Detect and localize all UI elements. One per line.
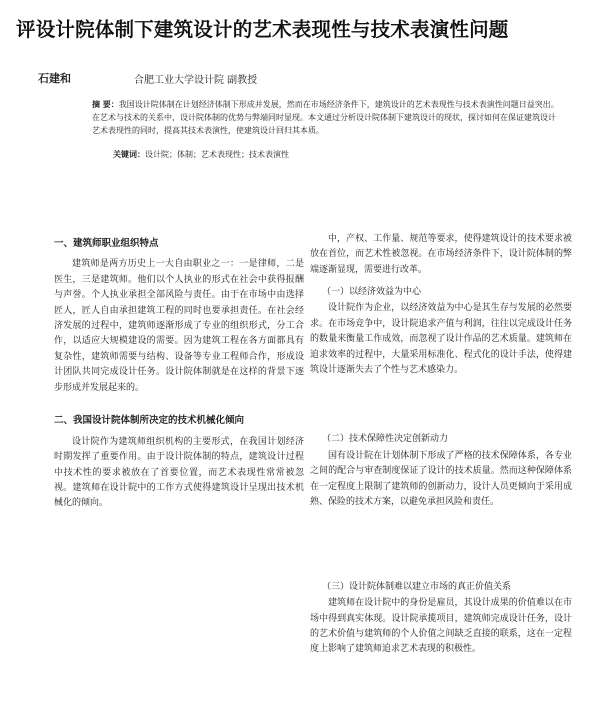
subsection-heading-3: （三）设计院体制难以建立市场的真正价值关系 [322, 581, 512, 592]
right-intro-paragraph: 中，产权、工作量、规范等要求，使得建筑设计的技术要求被放在首位，而艺术性被忽视。在市场经济条件下，设计院体制的弊端逐渐显现，需要进行改革。 [310, 234, 572, 275]
keywords-text: 设计院；体制；艺术表现性；技术表演性 [145, 150, 289, 159]
section-heading-1: 一、建筑师职业组织特点 [54, 238, 159, 249]
keywords-label: 关键词： [113, 150, 145, 159]
abstract-text: 我国设计院体制在计划经济体制下形成并发展，然而在市场经济条件下，建筑设计的艺术表现性与技术表演性问题日益突出。在艺术与技术的关系中，设计院体制的优势与弊端同时显现。本文通过分析设计院体制下建筑设计的现状，探讨如何在保证建筑设计艺术表现性的同时，提高其技术表演性，使建筑设计回归其本质。 [92, 100, 559, 135]
author-affiliation: 合肥工业大学设计院 副教授 [134, 75, 258, 86]
section-1-paragraph: 建筑师是两方历史上一大自由职业之一：一是律师，二是医生，三是建筑师。他们以个人执业的形式在社会中获得报酬与声誉。个人执业承担全部风险与责任。由于在市场中由选择匠人，匠人自由承担建筑工程的同时也要承担责任。在社会经济发展的过程中，建筑师逐渐形成了专业的组织形式，分工合作，以适应大规模建设的需要。因为建筑工程在各方面都具有复杂性，建筑师需要与结构、设备等专业工程师合作，形成设计团队共同完成设计任务。设计院体制就是在这样的背景下逐步形成并发展起来的。 [54, 259, 304, 393]
article-title: 评设计院体制下建筑设计的艺术表现性与技术表演性问题 [16, 18, 509, 41]
section-2-paragraph: 设计院作为建筑师组织机构的主要形式，在我国计划经济时期发挥了重要作用。由于设计院体制的特点，建筑设计过程中技术性的要求被放在了首要位置，而艺术表现性常常被忽视。建筑师在设计院中的工作方式使得建筑设计呈现出技术机械化的倾向。 [54, 436, 304, 509]
abstract [92, 98, 562, 137]
body-column-right [310, 232, 572, 714]
author-name: 石建和 [38, 72, 71, 85]
body-column-left [54, 232, 304, 573]
keywords [113, 149, 553, 161]
section-heading-2: 二、我国设计院体制所决定的技术机械化倾向 [54, 415, 245, 427]
subsection-2-paragraph: 国有设计院在计划体制下形成了严格的技术保障体系，各专业之间的配合与审查制度保证了设计的技术质量。然而这种保障体系在一定程度上限制了建筑师的创新动力，设计人员更倾向于采用成熟、保险的技术方案，以避免承担风险和责任。 [310, 450, 572, 508]
byline [38, 70, 580, 86]
abstract-label: 摘 要： [92, 100, 119, 109]
subsection-heading-2: （二）技术保障性决定创新动力 [322, 434, 449, 445]
subsection-heading-1: （一）以经济效益为中心 [322, 287, 422, 297]
subsection-3-paragraph: 建筑师在设计院中的身份是雇员，其设计成果的价值难以在市场中得到真实体现。设计院承揽项目，建筑师完成设计任务，设计的艺术价值与建筑师的个人价值之间缺乏直接的联系，这在一定程度上影响了建筑师追求艺术表现的积极性。 [310, 598, 572, 655]
subsection-1-paragraph: 设计院作为企业，以经济效益为中心是其生存与发展的必然要求。在市场竞争中，设计院追求产值与利润，往往以完成设计任务的数量来衡量工作成效，而忽视了设计作品的艺术质量。建筑师在追求效率的过程中，大量采用标准化、程式化的设计手法，使得建筑设计逐渐失去了个性与艺术感染力。 [310, 303, 572, 376]
